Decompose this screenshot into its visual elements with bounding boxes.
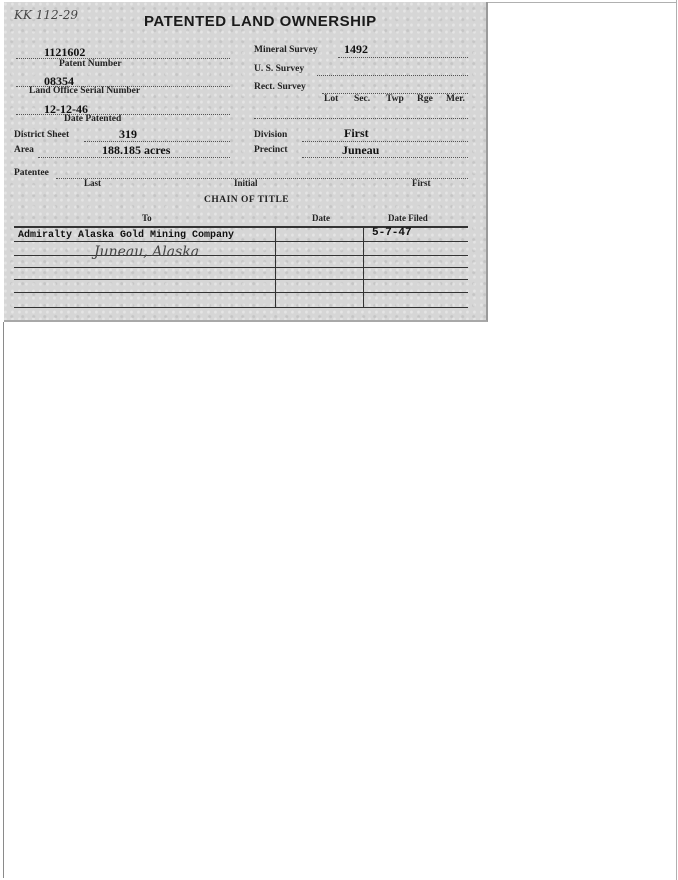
patentee-label: Patentee xyxy=(14,168,49,178)
patented-land-ownership-card xyxy=(4,2,488,322)
table-column-divider xyxy=(363,226,364,307)
division-label: Division xyxy=(254,130,288,140)
rect-col-twp: Twp xyxy=(386,94,404,104)
rect-col-sec: Sec. xyxy=(354,94,371,104)
date-patented-label: Date Patented xyxy=(64,114,122,124)
page-edge xyxy=(3,322,4,878)
corner-note: KK 112-29 xyxy=(14,8,78,22)
precinct-label: Precinct xyxy=(254,145,288,155)
table-row-rule xyxy=(14,279,468,280)
col-to-label: To xyxy=(142,213,152,223)
col-date-filed-label: Date Filed xyxy=(388,213,428,223)
mineral-survey-line xyxy=(338,57,468,58)
row-to-handwritten-note: Juneau, Alaska xyxy=(94,244,200,260)
district-sheet-value: 319 xyxy=(119,127,137,141)
table-row-rule xyxy=(14,267,468,268)
serial-number-label: Land Office Serial Number xyxy=(29,86,141,96)
row-to-value: Admiralty Alaska Gold Mining Company xyxy=(18,230,235,241)
table-row-rule xyxy=(14,241,468,242)
page-edge xyxy=(486,2,676,3)
rect-survey-label: Rect. Survey xyxy=(254,82,306,92)
patent-number-value: 1121602 xyxy=(44,45,86,59)
patent-number-label: Patent Number xyxy=(59,59,122,69)
mineral-survey-value: 1492 xyxy=(344,42,368,56)
patentee-first-label: First xyxy=(412,178,431,188)
row-date-filed-value: 5-7-47 xyxy=(372,227,412,239)
col-date-label: Date xyxy=(312,213,330,223)
mineral-survey-label: Mineral Survey xyxy=(254,45,318,55)
patent-number-line xyxy=(16,58,230,59)
page-edge xyxy=(676,0,677,880)
division-line xyxy=(302,141,468,142)
district-sheet-label: District Sheet xyxy=(14,130,70,140)
date-patented-line xyxy=(16,114,230,115)
area-value: 188.185 acres xyxy=(102,143,171,157)
table-row-rule xyxy=(14,292,468,293)
district-sheet-line xyxy=(84,141,230,142)
chain-of-title-heading: CHAIN OF TITLE xyxy=(204,195,290,205)
patentee-line xyxy=(56,178,468,179)
table-column-divider xyxy=(275,226,276,307)
division-value: First xyxy=(344,126,369,140)
precinct-value: Juneau xyxy=(342,143,380,157)
area-label: Area xyxy=(14,145,34,155)
patentee-initial-label: Initial xyxy=(234,178,258,188)
date-patented-value: 12-12-46 xyxy=(44,102,88,116)
rect-col-rge: Rge xyxy=(417,94,433,104)
table-row-rule xyxy=(14,307,468,308)
rect-survey-detail-line xyxy=(254,118,468,119)
card-title: PATENTED LAND OWNERSHIP xyxy=(144,13,377,30)
us-survey-line xyxy=(317,75,468,76)
rect-col-mer: Mer. xyxy=(446,94,465,104)
table-row-rule xyxy=(14,255,468,256)
rect-col-lot: Lot xyxy=(324,94,339,104)
patentee-last-label: Last xyxy=(84,178,102,188)
us-survey-label: U. S. Survey xyxy=(254,64,305,74)
serial-number-value: 08354 xyxy=(44,74,74,88)
precinct-line xyxy=(302,157,468,158)
